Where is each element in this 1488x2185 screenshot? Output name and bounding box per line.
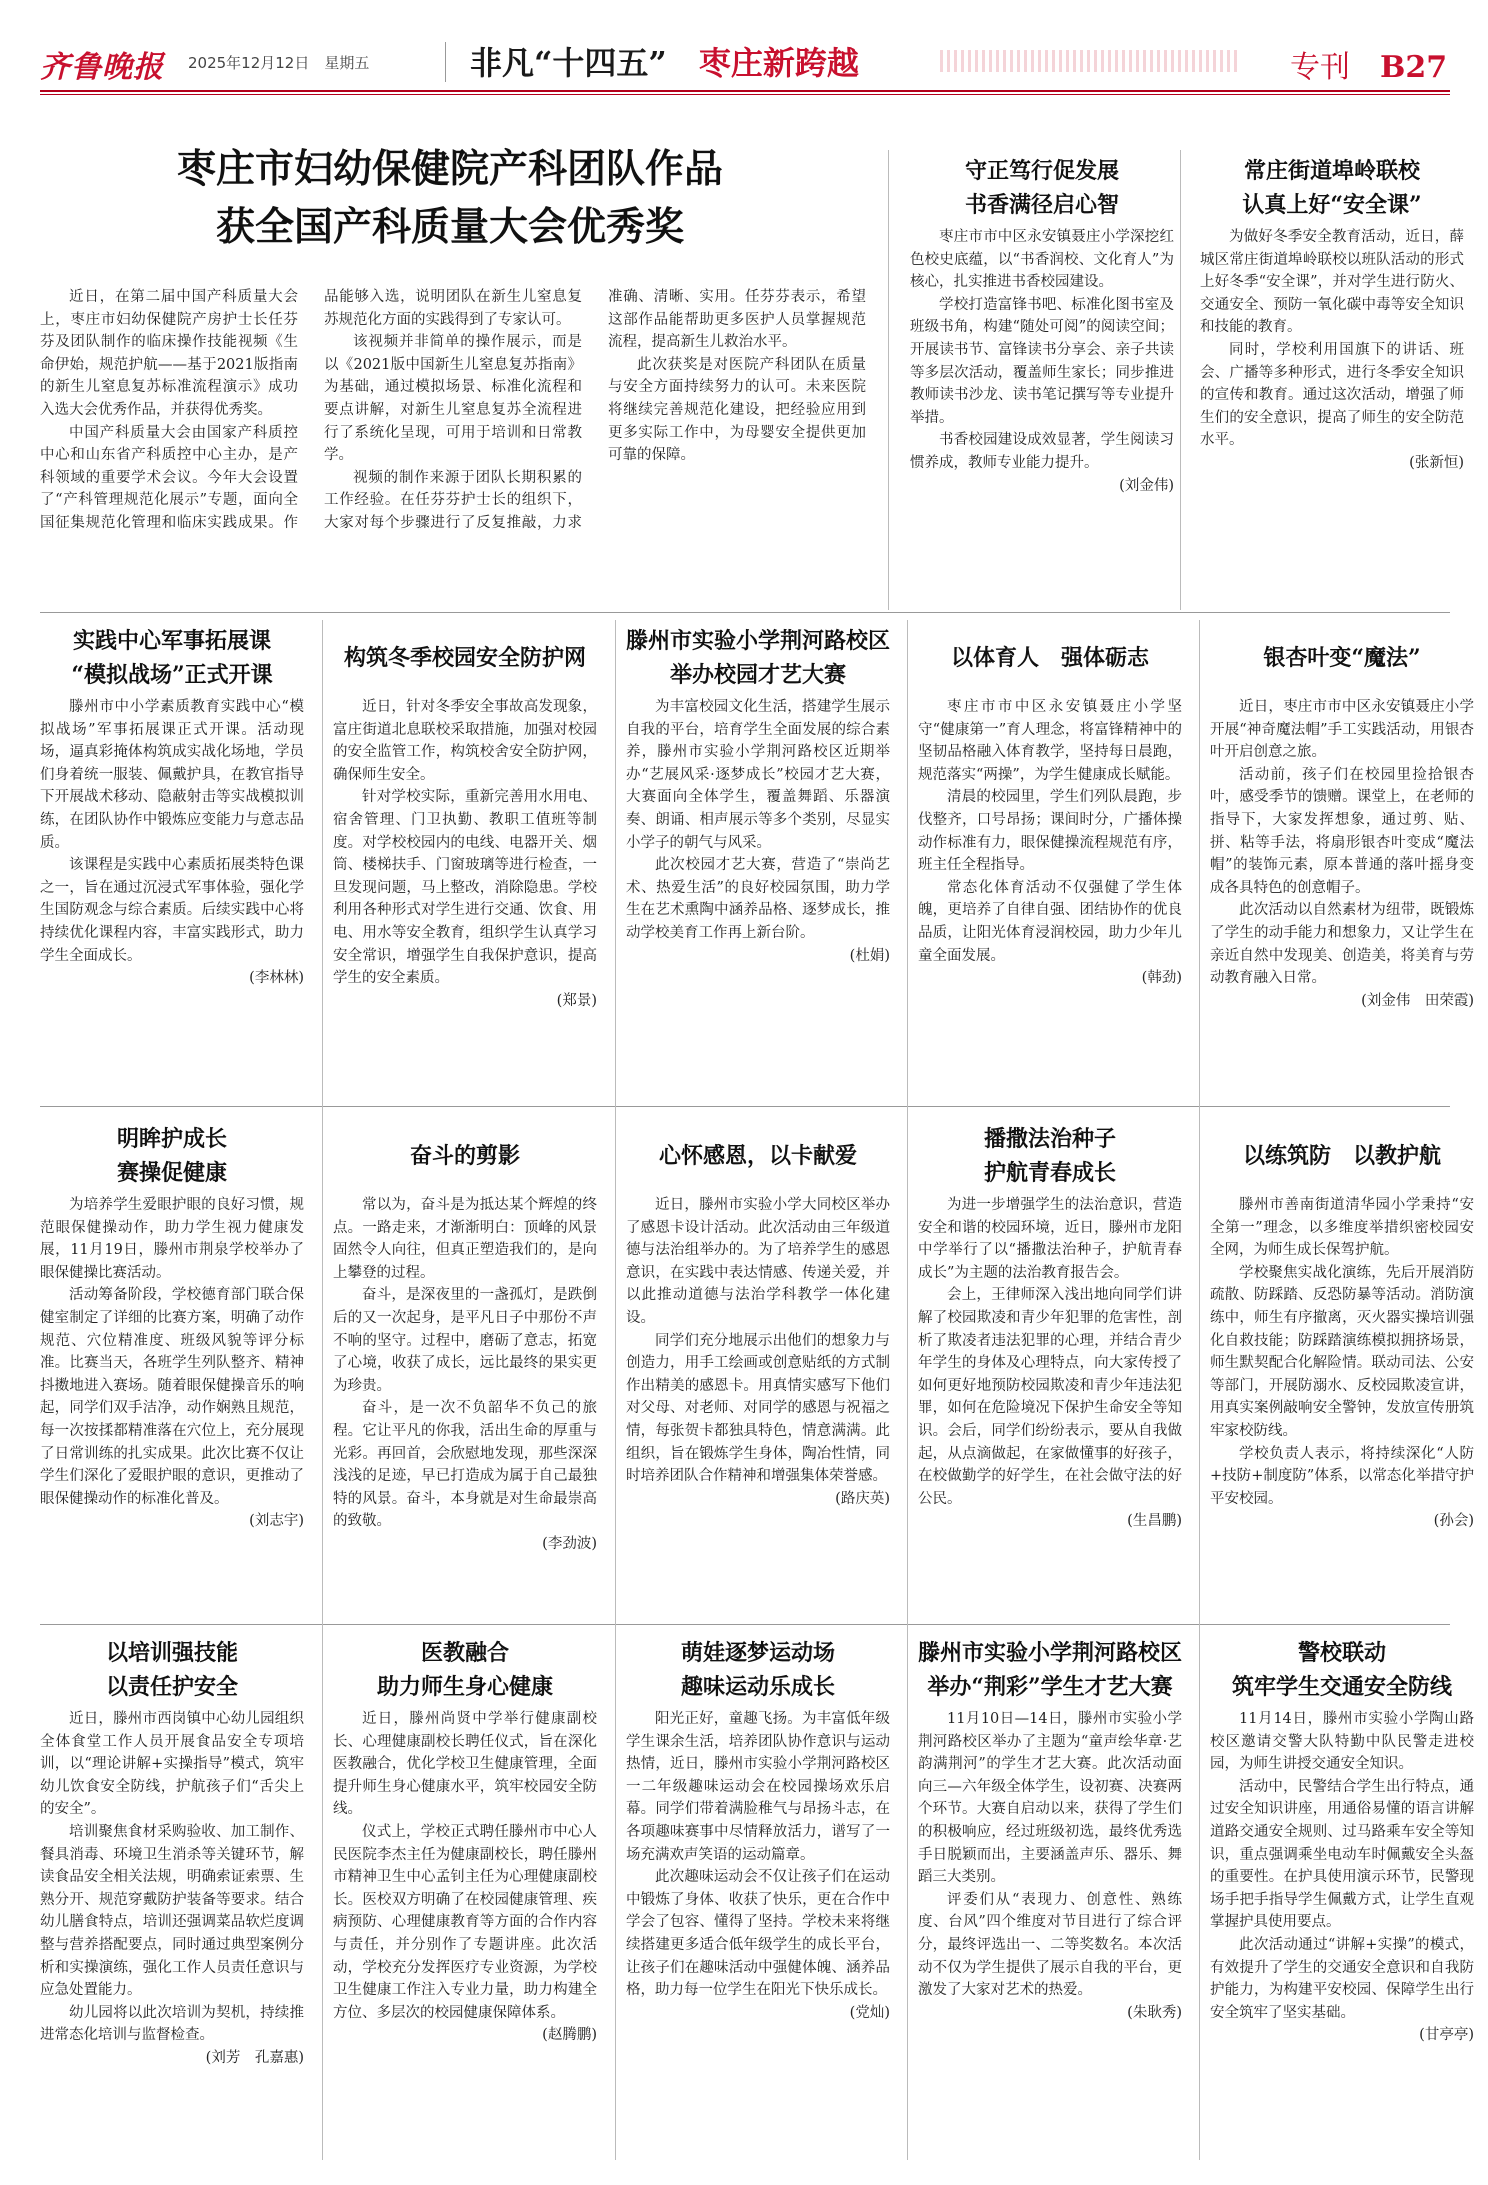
lead-paragraph: 近日，在第二届中国产科质量大会上，枣庄市妇幼保健院产房护士长任芬芬及团队制作的临床操作技能视频《生命伊始，规范护航——基于2021版指南的新生儿窒息复苏标准流程演示》成功入选大会优秀作品，并获得优秀奖。	[40, 289, 298, 418]
article-body	[1200, 226, 1464, 475]
header-decoration	[940, 50, 1240, 72]
headline-line: 滕州市实验小学荆河路校区	[626, 628, 890, 654]
article-body	[333, 1708, 597, 2047]
news-article	[333, 1118, 597, 1628]
lead-headline: 枣庄市妇幼保健院产科团队作品 获全国产科质量大会优秀奖	[176, 146, 723, 250]
news-article	[918, 1632, 1182, 2162]
article-author: (韩劲)	[1141, 970, 1182, 987]
news-article	[918, 620, 1182, 1015]
article-paragraph: 此次趣味运动会不仅让孩子们在运动中锻炼了身体、收获了快乐，更在合作中学会了包容、懂得了坚持。学校未来将继续搭建更多适合低年级学生的成长平台，让孩子们在趣味活动中强健体魄、涵养品格，助力每一位学生在阳光下快乐成长。	[626, 1869, 890, 1999]
article-paragraph: 该课程是实践中心素质拓展类特色课之一，旨在通过沉浸式军事体验，强化学生国防观念与综合素质。后续实践中心将持续优化课程内容，丰富实践形式，助力学生全面成长。	[40, 857, 304, 964]
article-author: (刘金伟)	[1119, 477, 1174, 494]
headline-line: 守正笃行促发展	[964, 158, 1119, 184]
newspaper-logo: 齐鲁晚报	[40, 50, 164, 85]
article-author: (刘志宇)	[249, 1513, 304, 1530]
article-author: (生昌鹏)	[1127, 1513, 1182, 1530]
article-headline	[1210, 1632, 1474, 1708]
article-paragraph: 为培养学生爱眼护眼的良好习惯，规范眼保健操动作，助力学生视力健康发展，11月19日，滕州市荆泉学校举办了眼保健操比赛活动。	[40, 1197, 304, 1281]
headline-line: 警校联动	[1297, 1640, 1386, 1666]
column-divider	[1199, 620, 1200, 2160]
headline-line: 以练筑防 以教护航	[1242, 1143, 1441, 1169]
article-paragraph: 书香校园建设成效显著，学生阅读习惯养成，教师专业能力提升。	[910, 432, 1174, 471]
headline-line: “模拟战场”正式开课	[71, 662, 273, 688]
headline-line: 实践中心军事拓展课	[72, 628, 271, 654]
article-body	[626, 1194, 890, 1510]
headline-line: 举办校园才艺大赛	[669, 662, 846, 688]
column-divider	[615, 620, 616, 2160]
article-paragraph: 近日，枣庄市市中区永安镇聂庄小学开展“神奇魔法帽”手工实践活动，用银杏叶开启创意之旅。	[1210, 699, 1474, 761]
news-article	[1200, 150, 1464, 610]
article-paragraph: 学校打造富锋书吧、标准化图书室及班级书角，构建“随处可阅”的阅读空间；开展读书节、富锋读书分享会、亲子共读等多层次活动，覆盖师生家长；同步推进教师读书沙龙、读书笔记撰写等专业提升举措。	[910, 296, 1174, 426]
news-article	[40, 1118, 304, 1628]
article-paragraph: 滕州市中小学素质教育实践中心“模拟战场”军事拓展课正式开课。活动现场，逼真彩掩体构筑成实战化场地，学员们身着统一服装、佩戴护具，在教官指导下开展战术移动、隐蔽射击等实战模拟训练，在团队协作中锻炼应变能力与意志品质。	[40, 699, 304, 851]
article-paragraph: 为丰富校园文化生活，搭建学生展示自我的平台，培育学生全面发展的综合素养，滕州市实验小学荆河路校区近期举办“艺展风采·逐梦成长”校园才艺大赛，大赛面向全体学生，覆盖舞蹈、乐器演奏、朗诵、相声展示等多个类别，尽显实小学子的朝气与风采。	[626, 699, 890, 851]
news-article	[918, 1118, 1182, 1628]
article-author: (张新恒)	[1409, 454, 1464, 471]
article-body	[918, 1708, 1182, 2024]
article-paragraph: 阳光正好，童趣飞扬。为丰富低年级学生课余生活，培养团队协作意识与运动热情，近日，滕州市实验小学荆河路校区一二年级趣味运动会在校园操场欢乐启幕。同学们带着满脸稚气与昂扬斗志，在各项趣味赛事中尽情释放活力，谱写了一场充满欢声笑语的运动篇章。	[626, 1711, 890, 1863]
article-body	[333, 1194, 597, 1556]
article-paragraph: 学校负责人表示，将持续深化“人防+技防+制度防”体系，以常态化举措守护平安校园。	[1210, 1445, 1474, 1507]
article-paragraph: 滕州市善南街道清华园小学秉持“安全第一”理念，以多维度举措织密校园安全网，为师生成长保驾护航。	[1210, 1197, 1474, 1259]
article-paragraph: 为做好冬季安全教育活动，近日，薛城区常庄街道埠岭联校以班队活动的形式上好冬季“安全课”，并对学生进行防火、交通安全、预防一氧化碳中毒等安全知识和技能的教育。	[1200, 229, 1464, 336]
article-author: (李劲波)	[542, 1535, 597, 1552]
column-divider	[1180, 150, 1181, 610]
header-rule-thin	[40, 94, 1450, 95]
news-article	[626, 620, 890, 1015]
article-paragraph: 同时，学校利用国旗下的讲话、班会、广播等多种形式，进行冬季安全知识的宣传和教育。通过这次活动，增强了师生们的安全意识，提高了师生的安全防范水平。	[1200, 341, 1464, 449]
article-body	[1210, 1194, 1474, 1533]
article-headline	[333, 620, 597, 696]
article-headline	[40, 1632, 304, 1708]
article-headline	[40, 620, 304, 696]
headline-line: 明眸护成长	[116, 1126, 227, 1152]
article-body	[40, 1708, 304, 2070]
headline-line: 以体育人 强体砺志	[950, 645, 1149, 671]
article-paragraph: 活动筹备阶段，学校德育部门联合保健室制定了详细的比赛方案，明确了动作规范、穴位精准度、班级风貌等评分标准。比赛当天，各班学生列队整齐、精神抖擞地进入赛场。随着眼保健操音乐的响起，同学们双手洁净，动作娴熟且规范，每一次按揉都精准落在穴位上，充分展现了日常训练的扎实成果。此次比赛不仅让学生们深化了爱眼护眼的意识，更推动了眼保健操动作的标准化普及。	[40, 1287, 304, 1507]
article-paragraph: 枣庄市市中区永安镇聂庄小学坚守“健康第一”育人理念，将富锋精神中的坚韧品格融入体育教学，坚持每日晨跑，规范落实“两操”，为学生健康成长赋能。	[918, 699, 1182, 783]
row-divider	[40, 1106, 1450, 1107]
article-headline	[333, 1118, 597, 1194]
row-divider	[40, 1624, 1450, 1625]
news-article	[40, 1632, 304, 2162]
news-article	[910, 150, 1174, 610]
article-paragraph: 为进一步增强学生的法治意识，营造安全和谐的校园环境，近日，滕州市龙阳中学举行了以“播撒法治种子，护航青春成长”为主题的法治教育报告会。	[918, 1197, 1182, 1281]
headline-line: 以责任护安全	[105, 1674, 238, 1700]
article-body	[1210, 696, 1474, 1012]
news-article	[40, 620, 304, 1015]
article-author: (朱耿秀)	[1127, 2004, 1182, 2021]
article-paragraph: 常以为，奋斗是为抵达某个辉煌的终点。一路走来，才渐渐明白：顶峰的风景固然令人向往，但真正塑造我们的，是向上攀登的过程。	[333, 1197, 597, 1281]
article-paragraph: 仪式上，学校正式聘任滕州市中心人民医院李杰主任为健康副校长，聘任滕州市精神卫生中心孟钊主任为心理健康副校长。医校双方明确了在校园健康管理、疾病预防、心理健康教育等方面的合作内容与责任，并分别作了专题讲座。此次活动，学校充分发挥医疗专业资源，为学校卫生健康工作注入专业力量，助力构建全方位、多层次的校园健康保障体系。	[333, 1823, 597, 2021]
article-paragraph: 活动前，孩子们在校园里捡拾银杏叶，感受季节的馈赠。课堂上，在老师的指导下，大家发挥想象，通过剪、贴、拼、粘等手法，将扇形银杏叶变成“魔法帽”的装饰元素，原本普通的落叶摇身变成各具特色的创意帽子。	[1210, 766, 1474, 896]
article-author: (路庆英)	[835, 1490, 890, 1507]
article-body	[333, 696, 597, 1012]
article-body	[918, 696, 1182, 990]
article-author: (党灿)	[849, 2004, 890, 2021]
headline-line: 筑牢学生交通安全防线	[1231, 1674, 1452, 1700]
headline-line: 常庄街道埠岭联校	[1243, 158, 1420, 184]
article-paragraph: 11月14日，滕州市实验小学陶山路校区邀请交警大队特勤中队民警走进校园，为师生讲授交通安全知识。	[1210, 1711, 1474, 1773]
article-paragraph: 此次校园才艺大赛，营造了“崇尚艺术、热爱生活”的良好校园氛围，助力学生在艺术熏陶中涵养品格、逐梦成长，推动学校美育工作再上新台阶。	[626, 857, 890, 941]
article-paragraph: 近日，滕州市实验小学大同校区举办了感恩卡设计活动。此次活动由三年级道德与法治组举办的。为了培养学生的感恩意识，在实践中表达情感、传递关爱，并以此推动道德与法治学科教学一体化建设。	[626, 1197, 890, 1326]
article-author: (杜娟)	[849, 947, 890, 964]
headline-line: 构筑冬季校园安全防护网	[343, 645, 586, 671]
article-headline	[626, 620, 890, 696]
article-headline	[1210, 1118, 1474, 1194]
article-headline	[1200, 150, 1464, 226]
article-paragraph: 此次活动通过“讲解+实操”的模式，有效提升了学生的交通安全意识和自我防护能力，为构建平安校园、保障学生出行安全筑牢了坚实基础。	[1210, 1936, 1474, 2021]
article-paragraph: 此次活动以自然素材为纽带，既锻炼了学生的动手能力和想象力，又让学生在亲近自然中发现美、创造美，将美育与劳动教育融入日常。	[1210, 902, 1474, 987]
article-body	[40, 696, 304, 990]
headline-line: 书香满径启心智	[964, 192, 1119, 218]
news-article	[1210, 1118, 1474, 1628]
headline-line: 萌娃逐梦运动场	[680, 1640, 835, 1666]
article-body	[626, 1708, 890, 2024]
column-divider	[907, 620, 908, 2160]
article-paragraph: 常态化体育活动不仅强健了学生体魄，更培养了自律自强、团结协作的优良品质，让阳光体育浸润校园，助力少年儿童全面发展。	[918, 879, 1182, 964]
article-paragraph: 同学们充分地展示出他们的想象力与创造力，用手工绘画或创意贴纸的方式制作出精美的感恩卡。用真情实感写下他们对父母、对老师、对同学的感恩与祝福之情，每张贺卡都独具特色，情意满满。此组织，旨在锻炼学生身体，陶冶性情，同时培养团队合作精神和增强集体荣誉感。	[626, 1332, 890, 1485]
article-body	[626, 696, 890, 967]
lead-paragraph: 视频的制作来源于团队长期积累的工作经验。在任芬芬护士长的组织下，大家对每个步骤进行了反复推敲，力求准确、清晰、实用。任芬芬表示，希望这部作品能帮助更多医护人员掌握规范流程，提高新生儿救治水平。	[324, 289, 866, 531]
article-body	[910, 226, 1174, 497]
headline-line: 心怀感恩，以卡献爱	[658, 1143, 857, 1169]
headline-line: 奋斗的剪影	[409, 1143, 520, 1169]
article-paragraph: 培训聚焦食材采购验收、加工制作、餐具消毒、环境卫生消杀等关键环节，解读食品安全相关法规，明确索证索票、生熟分开、规范穿戴防护装备等要求。结合幼儿膳食特点，培训还强调菜品软烂度调整与营养搭配要点，同时通过典型案例分析和实操演练，强化工作人员责任意识与应急处置能力。	[40, 1823, 304, 1999]
news-article	[626, 1118, 890, 1628]
header-rule	[40, 90, 1450, 92]
section-banner: 非凡“十四五” 枣庄新跨越	[470, 44, 859, 82]
lead-paragraph: 该视频并非简单的操作展示，而是以《2021版中国新生儿窒息复苏指南》为基础，通过模拟场景、标准化流程和要点讲解，对新生儿窒息复苏全流程进行了系统化呈现，可用于培训和日常教学。	[324, 334, 582, 464]
column-divider	[888, 150, 889, 610]
article-author: (赵腾鹏)	[542, 2027, 597, 2044]
issue-date: 2025年12月12日 星期五	[188, 54, 370, 72]
column-divider	[322, 620, 323, 2160]
article-headline	[918, 1632, 1182, 1708]
article-headline	[918, 620, 1182, 696]
headline-line: 举办“荆彩”学生才艺大赛	[927, 1674, 1173, 1700]
headline-line: 医教融合	[420, 1640, 509, 1666]
article-paragraph: 评委们从“表现力、创意性、熟练度、台风”四个维度对节目进行了综合评分，最终评选出一、二等奖数名。本次活动不仅为学生提供了展示自我的平台，更激发了大家对艺术的热爱。	[918, 1891, 1182, 1999]
article-headline	[1210, 620, 1474, 696]
article-headline	[333, 1632, 597, 1708]
article-paragraph: 活动中，民警结合学生出行特点，通过安全知识讲座，用通俗易懂的语言讲解道路交通安全规则、过马路乘车安全等知识，重点强调乘坐电动车时佩戴安全头盔的重要性。在护具使用演示环节，民警现场手把手指导学生佩戴方式，让学生直观掌握护具使用要点。	[1210, 1778, 1474, 1931]
news-article	[333, 1632, 597, 2162]
headline-line: 播撒法治种子	[983, 1126, 1116, 1152]
lead-article-body	[40, 286, 866, 596]
news-article	[1210, 1632, 1474, 2162]
article-paragraph: 11月10日—14日，滕州市实验小学荆河路校区举办了主题为“童声绘华章·艺韵满荆河”的学生才艺大赛。此次活动面向三—六年级全体学生，设初赛、决赛两个环节。大赛自启动以来，获得了学生们的积极响应，经过班级初选，最终优秀选手日脱颖而出，主要涵盖声乐、器乐、舞蹈三大类别。	[918, 1711, 1182, 1886]
article-author: (孙会)	[1433, 1513, 1474, 1530]
article-headline	[40, 1118, 304, 1194]
article-paragraph: 枣庄市市中区永安镇聂庄小学深挖红色校史底蕴，以“书香润校、文化育人”为核心，扎实推进书香校园建设。	[910, 229, 1174, 291]
headline-line: 以培训强技能	[105, 1640, 238, 1666]
article-author: (刘金伟 田荣霞)	[1361, 992, 1474, 1009]
article-body	[40, 1194, 304, 1533]
headline-line: 护航青春成长	[983, 1160, 1116, 1186]
header-divider	[445, 42, 446, 82]
article-paragraph: 清晨的校园里，学生们列队晨跑，步伐整齐，口号昂扬；课间时分，广播体操动作标准有力，眼保健操流程规范有序，班主任全程指导。	[918, 789, 1182, 874]
article-paragraph: 近日，滕州市西岗镇中心幼儿园组织全体食堂工作人员开展食品安全专项培训，以“理论讲解+实操指导”模式，筑牢幼儿饮食安全防线，护航孩子们“舌尖上的安全”。	[40, 1711, 304, 1818]
page-label: 专刊 B27	[1290, 50, 1448, 85]
headline-line: 趣味运动乐成长	[680, 1674, 835, 1700]
lead-paragraph: 中国产科质量大会由国家产科质控中心和山东省产科质控中心主办，是产科领域的重要学术会议。今年大会设置了“产科管理规范化展示”专题，面向全国征集规范化管理和临床实践成果。作品能够入选，说明团队在新生儿窒息复苏规范化方面的实践得到了专家认可。	[40, 289, 582, 531]
lead-paragraph: 此次获奖是对医院产科团队在质量与安全方面持续努力的认可。未来医院将继续完善规范化建设，把经验应用到更多实际工作中，为母婴安全提供更加可靠的保障。	[608, 356, 866, 464]
article-author: (李林林)	[249, 970, 304, 987]
article-paragraph: 幼儿园将以此次培训为契机，持续推进常态化培训与监督检查。	[40, 2004, 304, 2044]
article-headline	[910, 150, 1174, 226]
news-article	[626, 1632, 890, 2162]
article-author: (甘亭亭)	[1419, 2027, 1474, 2044]
headline-line: 银杏叶变“魔法”	[1263, 645, 1421, 671]
article-paragraph: 学校聚焦实战化演练，先后开展消防疏散、防踩踏、反恐防暴等活动。消防演练中，师生有序撤离，灭火器实操培训强化自救技能；防踩踏演练模拟拥挤场景，师生默契配合化解险情。联动司法、公安等部门，开展防溺水、反校园欺凌宣讲，用真实案例敲响安全警钟，发放宣传册筑牢家校防线。	[1210, 1264, 1474, 1439]
article-body	[1210, 1708, 1474, 2047]
article-paragraph: 针对学校实际，重新完善用水用电、宿舍管理、门卫执勤、教职工值班等制度。对学校校园内的电线、电器开关、烟筒、楼梯扶手、门窗玻璃等进行检查，一旦发现问题，马上整改，消除隐患。学校利用各种形式对学生进行交通、饮食、用电、用水等安全教育，组织学生认真学习安全常识，增强学生自我保护意识，提高学生的安全素质。	[333, 789, 597, 987]
news-article	[333, 620, 597, 1015]
article-body	[918, 1194, 1182, 1533]
article-paragraph: 近日，针对冬季安全事故高发现象，富庄街道北息联校采取措施，加强对校园的安全监管工作，构筑校舍安全防护网，确保师生安全。	[333, 699, 597, 783]
article-author: (刘芳 孔嘉惠)	[205, 2049, 304, 2066]
article-paragraph: 奋斗，是深夜里的一盏孤灯，是跌倒后的又一次起身，是平凡日子中那份不声不响的坚守。过程中，磨砺了意志，拓宽了心境，收获了成长，远比最终的果实更为珍贵。	[333, 1287, 597, 1394]
masthead	[40, 36, 1450, 88]
headline-line: 赛操促健康	[116, 1160, 227, 1186]
headline-line: 滕州市实验小学荆河路校区	[918, 1640, 1182, 1666]
article-headline	[626, 1118, 890, 1194]
headline-line: 认真上好“安全课”	[1242, 192, 1422, 218]
article-paragraph: 近日，滕州尚贤中学举行健康副校长、心理健康副校长聘任仪式，旨在深化医教融合，优化学校卫生健康管理，全面提升师生身心健康水平，筑牢校园安全防线。	[333, 1711, 597, 1818]
article-paragraph: 奋斗，是一次不负韶华不负己的旅程。它让平凡的你我，活出生命的厚重与光彩。再回首，会欣慰地发现，那些深深浅浅的足迹，早已打造成为属于自己最独特的风景。奋斗，本身就是对生命最崇高的致敬。	[333, 1400, 597, 1530]
news-article	[1210, 620, 1474, 1015]
row-divider	[40, 612, 1450, 613]
article-author: (郑景)	[556, 992, 597, 1009]
headline-line: 助力师生身心健康	[376, 1674, 553, 1700]
article-paragraph: 会上，王律师深入浅出地向同学们讲解了校园欺凌和青少年犯罪的危害性，剖析了欺凌者违法犯罪的心理，并结合青少年学生的身体及心理特点，向大家传授了如何更好地预防校园欺凌和青少年违法犯罪，如何在危险境况下保护生命安全等知识。会后，同学们纷纷表示，要从自我做起，从点滴做起，在家做懂事的好孩子，在校做勤学的好学生，在社会做守法的好公民。	[918, 1287, 1182, 1507]
article-headline	[918, 1118, 1182, 1194]
article-headline	[626, 1632, 890, 1708]
